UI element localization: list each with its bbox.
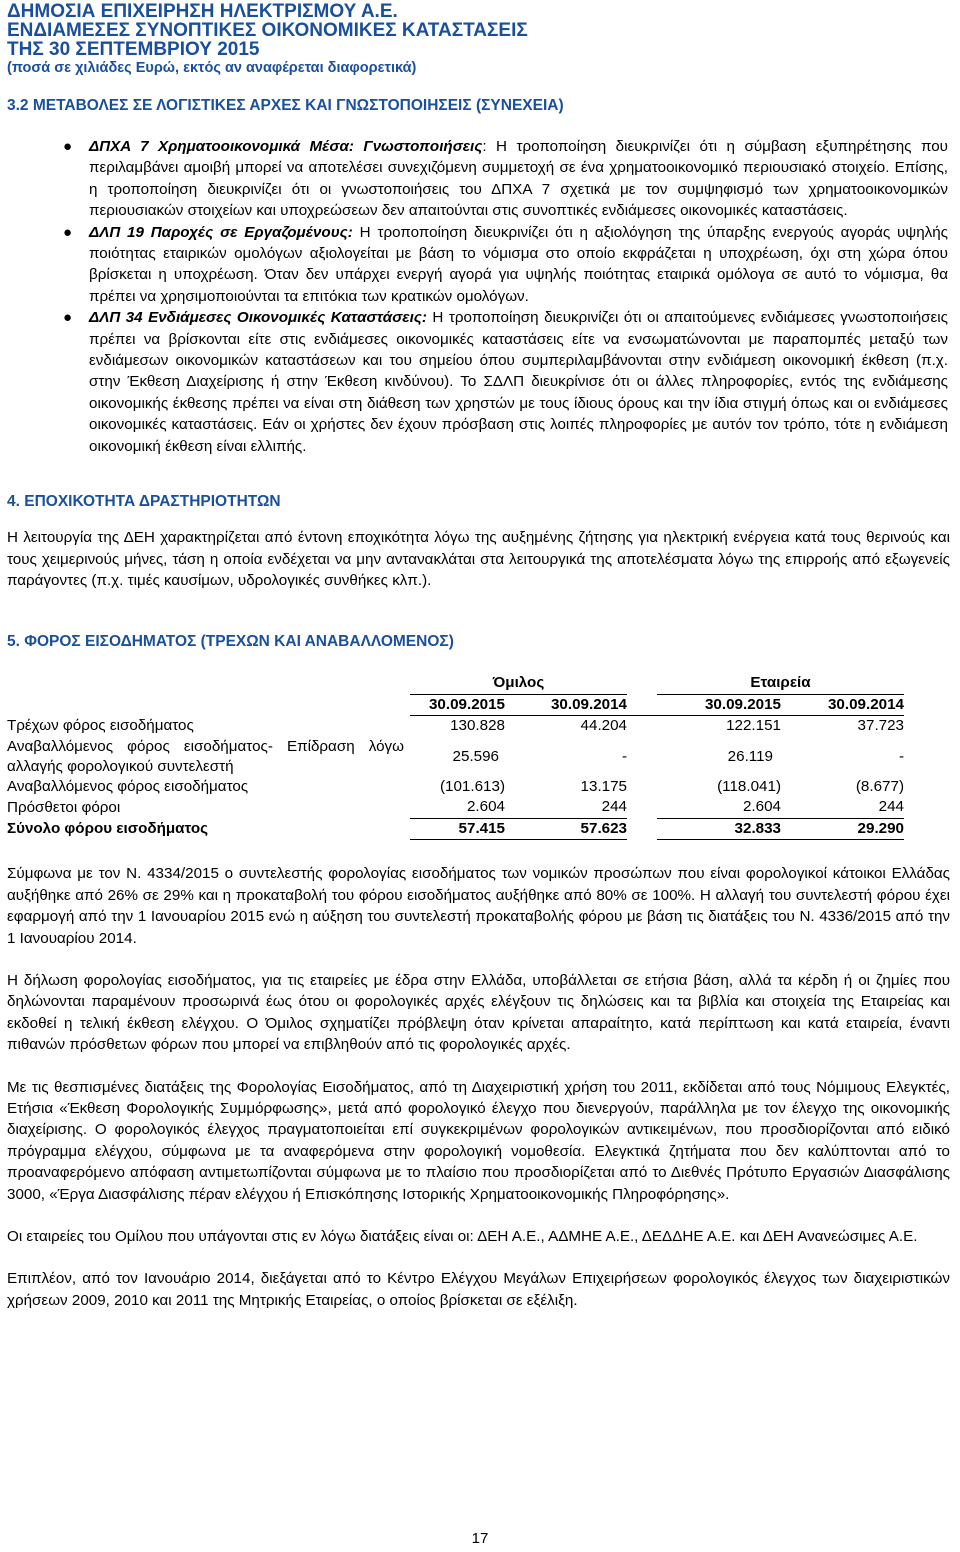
total-row <box>7 818 904 840</box>
bullet-text: : Η τροποποίηση διευκρινίζει ότι η σύμβαση εξυπηρέτησης που περιλαμβάνει αμοιβή μπορεί να αποτελέσει συνεχιζόμενη συμμετοχή σε ένα χρηματοοικονομικό περιουσιακό στοιχείο. Επίσης, η τροποποίηση διευκρινίζει ότι οι γνωστοποιήσεις του ΔΠΧΑ 7 σχετικά με τον συμψηφισμό των χρηματοοικονομικών περιουσιακών στοιχείων και υποχρεώσεων δεν απαιτούνται στις συνοπτικές ενδιάμεσες οικονομικές καταστάσεις. <box>89 138 948 220</box>
bullet-heading: ΔΛΠ 34 Ενδιάμεσες Οικονομικές Καταστάσεις: <box>89 309 427 327</box>
cell: 29.290 <box>781 818 904 840</box>
row-label: Αναβαλλόμενος φόρος εισοδήματος- Επίδραση λόγω αλλαγής φορολογικού συντελεστή <box>7 737 404 775</box>
tax-audit-paragraph: Επιπλέον, από τον Ιανουάριο 2014, διεξάγεται από το Κέντρο Ελέγχου Μεγάλων Επιχειρήσεων φορολογικός έλεγχος των διαχειριστικών χρήσεων 2009, 2010 και 2011 της Μητρικής Εταιρείας, ο οποίος βρίσκεται σε εξέλιξη. <box>7 1270 950 1309</box>
cell: 57.415 <box>410 818 505 840</box>
income-tax-table <box>7 673 904 840</box>
table-row <box>7 737 904 777</box>
bullet-icon: ● <box>63 138 73 155</box>
seasonality-paragraph: Η λειτουργία της ΔΕΗ χαρακτηρίζεται από έντονη εποχικότητα λόγω της αυξημένης ζήτησης για ηλεκτρική ενέργεια κατά τους θερινούς και τους χειμερινούς μήνες, τάση η οποία ενδέχεται να μην αντανακλάται στα λειτουργικά της αποτελέσματα λόγω της επιρροής από εξωγενείς παράγοντες (π.χ. τιμές καυσίμων, υδρολογικές συνθήκες κλπ.). <box>7 529 950 589</box>
list-item <box>7 136 950 222</box>
cell: - <box>898 747 904 765</box>
table-row <box>7 797 904 818</box>
company-header: Εταιρεία <box>657 673 904 694</box>
section-4-title: 4. ΕΠΟΧΙΚΟΤΗΤΑ ΔΡΑΣΤΗΡΙΟΤΗΤΩΝ <box>7 493 281 511</box>
period-title: ΤΗΣ 30 ΣΕΠΤΕΜΒΡΙΟΥ 2015 <box>7 39 260 60</box>
cell: 244 <box>781 797 904 818</box>
cell: 130.828 <box>450 717 505 735</box>
bullet-text: Η τροποποίηση διευκρινίζει ότι οι απαιτούμενες ενδιάμεσες γνωστοποιήσεις πρέπει να βρίσκονται είτε στις ενδιάμεσες οικονομικές καταστάσεις είτε να ενσωματώνονται με παραπομπές μεταξύ των ενδιάμεσων οικονομικών καταστάσεων και του σημείου όπου συμπεριλαμβάνονται στην ενδιάμεση οικονομική έκθεση (π.χ. στην Έκθεση Διαχείρισης ή στην Έκθεση κινδύνου). Το ΣΔΛΠ διευκρίνισε ότι οι άλλες πληροφορίες, εντός της ενδιάμεσης οικονομικής έκθεσης πρέπει να είναι στη διάθεση των χρηστών με τους ίδιους όρους και την ίδια στιγμή όπως και οι ενδιάμεσες οικονομικές καταστάσεις. Εάν οι χρήστες δεν έχουν πρόσβαση στις λοιπές πληροφορίες με αυτόν τον τρόπο, τότε η ενδιάμεση οικονομική έκθεση είναι ελλιπής. <box>89 309 949 455</box>
table-row <box>7 716 904 737</box>
tax-compliance-paragraph: Με τις θεσπισμένες διατάξεις της Φορολογίας Εισοδήματος, από τη Διαχειριστική χρήση του 2011, εκδίδεται από τους Νόμιμους Ελεγκτές, Ετήσια «Έκθεση Φορολογικής Συμμόρφωσης», μετά από φορολογικό έλεγχο που διενεργούν, παράλληλα με τον έλεγχο της οικονομικής διαχείρισης. Ο φορολογικός έλεγχος πραγματοποιείται επί συγκεκριμένων φορολογικών αντικειμένων, που προσδιορίζονται από ειδικό πρόγραμμα ελέγχου, σύμφωνα με τα αναφερόμενα στην φορολογική νομοθεσία. Ελεγκτικά ζητήματα που δεν καλύπτονται από το προαναφερόμενο απόφαση αντιμετωπίζονται σύμφωνα με το πλαίσιο που προσδιορίζεται από το Διεθνές Πρότυπο Εργασιών Διασφάλισης 3000, «Έργα Διασφάλισης πέραν ελέγχου ή Επισκόπησης Ιστορικής Χρηματοοικονομικής Πληροφόρησης». <box>7 1078 950 1203</box>
tax-return-paragraph: Η δήλωση φορολογίας εισοδήματος, για τις εταιρείες με έδρα στην Ελλάδα, υποβάλλεται σε ετήσια βάση, αλλά τα κέρδη ή οι ζημίες που δηλώνονται παραμένουν προσωρινά έως ότου οι φορολογικές αρχές ελέγξουν τις δηλώσεις και τα βιβλία και στοιχεία της Εταιρείας και εκδοθεί η τελική έκθεση ελέγχου. Ο Όμιλος σχηματίζει πρόβλεψη όταν κρίνεται απαραίτητο, κατά περίπτωση και κατά εταιρεία, έναντι πιθανών πρόσθετων φόρων που μπορεί να επιβληθούν από τις φορολογικές αρχές. <box>7 971 950 1054</box>
cell: 57.623 <box>505 818 627 840</box>
row-label: Τρέχων φόρος εισοδήματος <box>7 717 194 735</box>
row-label: Πρόσθετοι φόροι <box>7 798 121 816</box>
cell: 37.723 <box>857 717 904 735</box>
company-name: ΔΗΜΟΣΙΑ ΕΠΙΧΕΙΡΗΣΗ ΗΛΕΚΤΡΙΣΜΟΥ Α.Ε. <box>7 1 398 22</box>
cell: 32.833 <box>657 818 781 840</box>
cell: - <box>621 747 627 765</box>
document-header <box>7 2 950 78</box>
units-note: (ποσά σε χιλιάδες Ευρώ, εκτός αν αναφέρεται διαφορετικά) <box>7 60 417 76</box>
cell: 44.204 <box>580 717 627 735</box>
list-item <box>7 307 950 457</box>
cell: 2.604 <box>657 797 781 818</box>
date-header: 30.09.2015 <box>657 694 781 716</box>
bullet-icon: ● <box>63 309 73 327</box>
cell: 122.151 <box>726 717 781 735</box>
cell: 2.604 <box>410 797 505 818</box>
date-header: 30.09.2015 <box>410 694 505 716</box>
cell: 13.175 <box>580 777 627 795</box>
cell: (8.677) <box>855 777 904 795</box>
section-3-2-title: 3.2 ΜΕΤΑΒΟΛΕΣ ΣΕ ΛΟΓΙΣΤΙΚΕΣ ΑΡΧΕΣ ΚΑΙ ΓΝΩΣΤΟΠΟΙΗΣΕΙΣ (ΣΥΝΕΧΕΙΑ) <box>7 97 564 114</box>
date-header: 30.09.2014 <box>781 694 904 716</box>
standards-list <box>7 136 950 457</box>
list-item <box>7 222 950 308</box>
cell: 25.596 <box>452 747 499 765</box>
page-number: 17 <box>471 1530 489 1547</box>
table-row <box>7 777 904 798</box>
date-header: 30.09.2014 <box>505 694 627 716</box>
row-label: Αναβαλλόμενος φόρος εισοδήματος <box>7 777 249 795</box>
cell: 26.119 <box>727 747 773 765</box>
group-companies-paragraph: Οι εταιρείες του Ομίλου που υπάγονται στις εν λόγω διατάξεις είναι οι: ΔΕΗ Α.Ε., ΑΔΜΗΕ Α.Ε., ΔΕΔΔΗΕ Α.Ε. και ΔΕΗ Ανανεώσιμες Α.Ε. <box>7 1228 918 1245</box>
cell: (118.041) <box>717 777 781 795</box>
section-5-title: 5. ΦΟΡΟΣ ΕΙΣΟΔΗΜΑΤΟΣ (ΤΡΕΧΩΝ ΚΑΙ ΑΝΑΒΑΛΛΟΜΕΝΟΣ) <box>7 633 454 651</box>
statements-title: ΕΝΔΙΑΜΕΣΕΣ ΣΥΝΟΠΤΙΚΕΣ ΟΙΚΟΝΟΜΙΚΕΣ ΚΑΤΑΣΤΑΣΕΙΣ <box>7 20 528 41</box>
cell: 244 <box>505 797 627 818</box>
group-header: Όμιλος <box>410 673 627 694</box>
cell: (101.613) <box>439 777 505 795</box>
bullet-heading: ΔΛΠ 19 Παροχές σε Εργαζομένους: <box>89 223 353 241</box>
row-label: Σύνολο φόρου εισοδήματος <box>7 819 209 837</box>
bullet-text: Η τροποποίηση διευκρινίζει ότι η αξιολόγηση της ύπαρξης ενεργούς αγοράς υψηλής ποιότητας εταιρικών ομολόγων αξιολογείται με βάση το νόμισμα στο οποίο εκφράζεται η υποχρέωση, όχι στη χώρα όπου βρίσκεται η υποχρέωση. Όταν δεν υπάρχει ενεργή αγορά για υψηλής ποιότητας εταιρικά ομόλογα σε αυτό το νόμισμα, θα πρέπει να χρησιμοποιούνται τα επιτόκια των κρατικών ομολόγων. <box>89 223 948 305</box>
bullet-heading: ΔΠΧΑ 7 Χρηματοοικονομικά Μέσα: Γνωστοποιήσεις <box>89 138 483 155</box>
bullet-icon: ● <box>63 223 73 241</box>
tax-rate-paragraph: Σύμφωνα με τον Ν. 4334/2015 ο συντελεστής φορολογίας εισοδήματος των νομικών προσώπων που είναι φορολογικοί κάτοικοι Ελλάδας αυξήθηκε από 26% σε 29% και η προκαταβολή του φόρου εισοδήματος αυξήθηκε από 80% σε 100%. Η αλλαγή του συντελεστή φόρου έχει εφαρμογή από την 1 Ιανουαρίου 2015 ενώ η αύξηση του συντελεστή προκαταβολής φόρου με βάση τις διατάξεις του Ν. 4336/2015 από την 1 Ιανουαρίου 2014. <box>7 865 950 947</box>
